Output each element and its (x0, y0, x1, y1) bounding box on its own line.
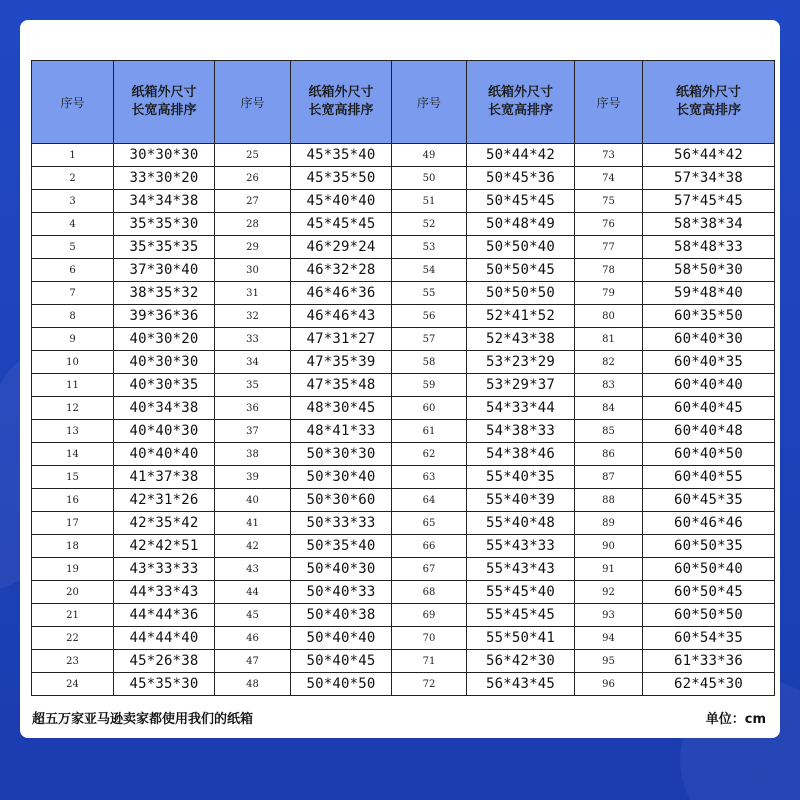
table-row (32, 144, 775, 167)
footer-note: 超五万家亚马逊卖家都使用我们的纸箱 (32, 712, 254, 727)
carton-size: 50*48*49 (467, 213, 575, 236)
carton-size: 40*30*35 (114, 374, 215, 397)
table-row (32, 650, 775, 673)
carton-size: 60*46*46 (643, 512, 775, 535)
row-index: 13 (32, 420, 114, 443)
carton-size: 48*41*33 (291, 420, 392, 443)
row-index: 16 (32, 489, 114, 512)
carton-size: 45*35*30 (114, 673, 215, 696)
carton-size: 60*40*48 (643, 420, 775, 443)
carton-size: 60*50*40 (643, 558, 775, 581)
row-index: 49 (392, 144, 467, 167)
carton-size: 61*33*36 (643, 650, 775, 673)
row-index: 9 (32, 328, 114, 351)
carton-size: 53*29*37 (467, 374, 575, 397)
carton-size: 50*50*45 (467, 259, 575, 282)
carton-size: 40*30*20 (114, 328, 215, 351)
table-row (32, 466, 775, 489)
row-index: 44 (215, 581, 291, 604)
carton-size: 58*48*33 (643, 236, 775, 259)
table-row (32, 397, 775, 420)
row-index: 20 (32, 581, 114, 604)
carton-size: 56*42*30 (467, 650, 575, 673)
row-index: 54 (392, 259, 467, 282)
row-index: 7 (32, 282, 114, 305)
row-index: 71 (392, 650, 467, 673)
header-dimensions: 纸箱外尺寸 长宽高排序 (114, 61, 215, 144)
row-index: 26 (215, 167, 291, 190)
carton-size: 52*43*38 (467, 328, 575, 351)
header-index: 序号 (215, 61, 291, 144)
row-index: 68 (392, 581, 467, 604)
row-index: 27 (215, 190, 291, 213)
row-index: 41 (215, 512, 291, 535)
row-index: 58 (392, 351, 467, 374)
row-index: 85 (575, 420, 643, 443)
carton-size: 54*38*46 (467, 443, 575, 466)
carton-size: 41*37*38 (114, 466, 215, 489)
carton-size: 44*33*43 (114, 581, 215, 604)
row-index: 8 (32, 305, 114, 328)
row-index: 82 (575, 351, 643, 374)
carton-size: 40*40*40 (114, 443, 215, 466)
row-index: 66 (392, 535, 467, 558)
carton-size: 50*40*40 (291, 627, 392, 650)
row-index: 39 (215, 466, 291, 489)
carton-size: 52*41*52 (467, 305, 575, 328)
carton-size: 50*40*45 (291, 650, 392, 673)
header-index: 序号 (392, 61, 467, 144)
row-index: 17 (32, 512, 114, 535)
header-dimensions: 纸箱外尺寸 长宽高排序 (291, 61, 392, 144)
table-row (32, 604, 775, 627)
row-index: 93 (575, 604, 643, 627)
row-index: 40 (215, 489, 291, 512)
carton-size: 40*40*30 (114, 420, 215, 443)
row-index: 86 (575, 443, 643, 466)
carton-size: 60*40*40 (643, 374, 775, 397)
table-row (32, 305, 775, 328)
carton-size: 38*35*32 (114, 282, 215, 305)
unit-label: 单位：cm (705, 712, 766, 727)
row-index: 5 (32, 236, 114, 259)
carton-size: 33*30*20 (114, 167, 215, 190)
carton-size: 50*40*33 (291, 581, 392, 604)
carton-size: 55*40*35 (467, 466, 575, 489)
carton-size: 50*40*38 (291, 604, 392, 627)
carton-size: 54*38*33 (467, 420, 575, 443)
carton-size: 56*43*45 (467, 673, 575, 696)
carton-size: 50*33*33 (291, 512, 392, 535)
carton-size: 60*35*50 (643, 305, 775, 328)
row-index: 62 (392, 443, 467, 466)
row-index: 36 (215, 397, 291, 420)
row-index: 37 (215, 420, 291, 443)
row-index: 95 (575, 650, 643, 673)
row-index: 81 (575, 328, 643, 351)
row-index: 80 (575, 305, 643, 328)
row-index: 60 (392, 397, 467, 420)
carton-size: 35*35*35 (114, 236, 215, 259)
table-row (32, 535, 775, 558)
carton-size: 58*50*30 (643, 259, 775, 282)
row-index: 14 (32, 443, 114, 466)
row-index: 11 (32, 374, 114, 397)
size-chart-card (20, 20, 780, 738)
carton-size: 50*50*40 (467, 236, 575, 259)
row-index: 31 (215, 282, 291, 305)
row-index: 51 (392, 190, 467, 213)
row-index: 63 (392, 466, 467, 489)
row-index: 77 (575, 236, 643, 259)
row-index: 50 (392, 167, 467, 190)
carton-size: 45*35*50 (291, 167, 392, 190)
row-index: 18 (32, 535, 114, 558)
carton-size: 42*35*42 (114, 512, 215, 535)
carton-size: 55*40*39 (467, 489, 575, 512)
carton-size: 59*48*40 (643, 282, 775, 305)
row-index: 1 (32, 144, 114, 167)
row-index: 6 (32, 259, 114, 282)
carton-size-table (31, 60, 775, 696)
carton-size: 60*40*55 (643, 466, 775, 489)
row-index: 90 (575, 535, 643, 558)
carton-size: 55*50*41 (467, 627, 575, 650)
carton-size: 60*45*35 (643, 489, 775, 512)
table-row (32, 512, 775, 535)
carton-size: 60*40*45 (643, 397, 775, 420)
row-index: 15 (32, 466, 114, 489)
carton-size: 35*35*30 (114, 213, 215, 236)
row-index: 96 (575, 673, 643, 696)
row-index: 57 (392, 328, 467, 351)
row-index: 75 (575, 190, 643, 213)
carton-size: 53*23*29 (467, 351, 575, 374)
row-index: 12 (32, 397, 114, 420)
header-index: 序号 (575, 61, 643, 144)
carton-size: 39*36*36 (114, 305, 215, 328)
header-index: 序号 (32, 61, 114, 144)
carton-size: 45*40*40 (291, 190, 392, 213)
carton-size: 47*35*48 (291, 374, 392, 397)
row-index: 30 (215, 259, 291, 282)
row-index: 94 (575, 627, 643, 650)
row-index: 24 (32, 673, 114, 696)
row-index: 67 (392, 558, 467, 581)
row-index: 19 (32, 558, 114, 581)
carton-size: 58*38*34 (643, 213, 775, 236)
table-row (32, 213, 775, 236)
table-row (32, 282, 775, 305)
carton-size: 34*34*38 (114, 190, 215, 213)
carton-size: 50*40*50 (291, 673, 392, 696)
row-index: 23 (32, 650, 114, 673)
carton-size: 50*35*40 (291, 535, 392, 558)
carton-size: 60*50*35 (643, 535, 775, 558)
row-index: 70 (392, 627, 467, 650)
carton-size: 43*33*33 (114, 558, 215, 581)
carton-size: 55*40*48 (467, 512, 575, 535)
table-row (32, 259, 775, 282)
carton-size: 60*50*45 (643, 581, 775, 604)
carton-size: 60*50*50 (643, 604, 775, 627)
row-index: 55 (392, 282, 467, 305)
carton-size: 55*45*40 (467, 581, 575, 604)
carton-size: 50*44*42 (467, 144, 575, 167)
row-index: 59 (392, 374, 467, 397)
row-index: 52 (392, 213, 467, 236)
table-row (32, 581, 775, 604)
row-index: 89 (575, 512, 643, 535)
row-index: 46 (215, 627, 291, 650)
row-index: 78 (575, 259, 643, 282)
carton-size: 50*30*30 (291, 443, 392, 466)
row-index: 61 (392, 420, 467, 443)
carton-size: 55*45*45 (467, 604, 575, 627)
carton-size: 55*43*43 (467, 558, 575, 581)
carton-size: 40*34*38 (114, 397, 215, 420)
carton-size: 46*32*28 (291, 259, 392, 282)
carton-size: 30*30*30 (114, 144, 215, 167)
carton-size: 57*34*38 (643, 167, 775, 190)
table-header-row (32, 61, 775, 144)
carton-size: 60*40*30 (643, 328, 775, 351)
row-index: 33 (215, 328, 291, 351)
carton-size: 45*45*45 (291, 213, 392, 236)
row-index: 87 (575, 466, 643, 489)
carton-size: 46*46*36 (291, 282, 392, 305)
table-row (32, 190, 775, 213)
table-row (32, 673, 775, 696)
carton-size: 50*30*40 (291, 466, 392, 489)
table-row (32, 558, 775, 581)
row-index: 4 (32, 213, 114, 236)
row-index: 69 (392, 604, 467, 627)
row-index: 79 (575, 282, 643, 305)
carton-size: 47*31*27 (291, 328, 392, 351)
row-index: 22 (32, 627, 114, 650)
row-index: 38 (215, 443, 291, 466)
carton-size: 56*44*42 (643, 144, 775, 167)
header-dimensions: 纸箱外尺寸 长宽高排序 (643, 61, 775, 144)
row-index: 2 (32, 167, 114, 190)
row-index: 43 (215, 558, 291, 581)
row-index: 35 (215, 374, 291, 397)
table-row (32, 167, 775, 190)
row-index: 3 (32, 190, 114, 213)
carton-size: 42*31*26 (114, 489, 215, 512)
carton-size: 60*40*50 (643, 443, 775, 466)
carton-size: 45*35*40 (291, 144, 392, 167)
row-index: 56 (392, 305, 467, 328)
row-index: 29 (215, 236, 291, 259)
table-row (32, 420, 775, 443)
carton-size: 44*44*40 (114, 627, 215, 650)
row-index: 74 (575, 167, 643, 190)
header-dimensions: 纸箱外尺寸 长宽高排序 (467, 61, 575, 144)
row-index: 32 (215, 305, 291, 328)
table-row (32, 443, 775, 466)
carton-size: 55*43*33 (467, 535, 575, 558)
row-index: 84 (575, 397, 643, 420)
carton-size: 54*33*44 (467, 397, 575, 420)
table-row (32, 627, 775, 650)
row-index: 28 (215, 213, 291, 236)
row-index: 47 (215, 650, 291, 673)
carton-size: 46*46*43 (291, 305, 392, 328)
row-index: 64 (392, 489, 467, 512)
carton-size: 57*45*45 (643, 190, 775, 213)
carton-size: 40*30*30 (114, 351, 215, 374)
row-index: 65 (392, 512, 467, 535)
table-row (32, 328, 775, 351)
row-index: 48 (215, 673, 291, 696)
carton-size: 50*45*36 (467, 167, 575, 190)
table-row (32, 351, 775, 374)
carton-size: 42*42*51 (114, 535, 215, 558)
row-index: 91 (575, 558, 643, 581)
row-index: 25 (215, 144, 291, 167)
carton-size: 50*30*60 (291, 489, 392, 512)
carton-size: 45*26*38 (114, 650, 215, 673)
row-index: 76 (575, 213, 643, 236)
row-index: 34 (215, 351, 291, 374)
carton-size: 50*40*30 (291, 558, 392, 581)
carton-size: 46*29*24 (291, 236, 392, 259)
carton-size: 60*40*35 (643, 351, 775, 374)
row-index: 72 (392, 673, 467, 696)
carton-size: 47*35*39 (291, 351, 392, 374)
carton-size: 50*50*50 (467, 282, 575, 305)
row-index: 10 (32, 351, 114, 374)
carton-size: 62*45*30 (643, 673, 775, 696)
carton-size: 50*45*45 (467, 190, 575, 213)
carton-size: 44*44*36 (114, 604, 215, 627)
table-row (32, 236, 775, 259)
table-row (32, 489, 775, 512)
row-index: 45 (215, 604, 291, 627)
row-index: 21 (32, 604, 114, 627)
row-index: 42 (215, 535, 291, 558)
carton-size: 60*54*35 (643, 627, 775, 650)
row-index: 73 (575, 144, 643, 167)
row-index: 83 (575, 374, 643, 397)
row-index: 53 (392, 236, 467, 259)
table-row (32, 374, 775, 397)
row-index: 88 (575, 489, 643, 512)
row-index: 92 (575, 581, 643, 604)
carton-size: 48*30*45 (291, 397, 392, 420)
carton-size: 37*30*40 (114, 259, 215, 282)
